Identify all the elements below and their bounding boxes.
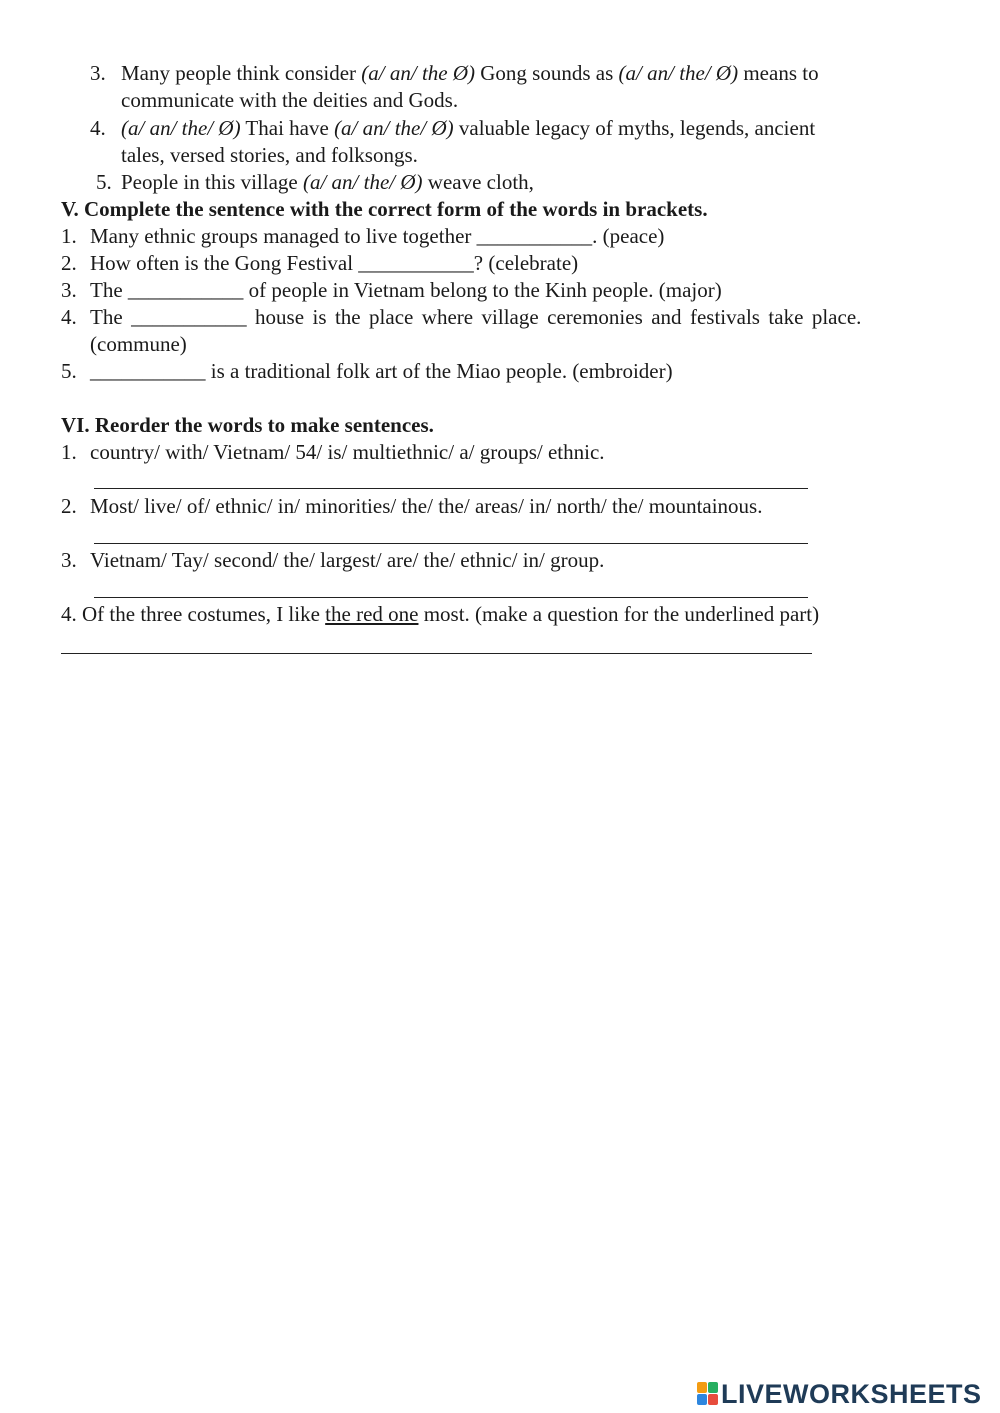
item-number: 2. (61, 251, 77, 275)
scrambled-words: Vietnam/ Tay/ second/ the/ largest/ are/ the/ ethnic/ in/ group. (90, 548, 605, 572)
article-choices: (a/ an/ the/ Ø) (302, 170, 423, 194)
item-number: 5. (96, 170, 112, 194)
liveworksheets-logo (697, 1379, 982, 1409)
question-text: ___________ is a traditional folk art of the Miao people. (embroider) (90, 359, 673, 383)
scrambled-words: country/ with/ Vietnam/ 54/ is/ multiethnic/ a/ groups/ ethnic. (90, 440, 605, 464)
section-heading: V. Complete the sentence with the correct form of the words in brackets. (61, 197, 708, 221)
logo-text: LIVEWORKSHEETS (721, 1378, 982, 1409)
question-text: (commune) (90, 332, 187, 356)
article-choices: (a/ an/ the/ Ø) (618, 61, 739, 85)
article-choices: (a/ an/ the/ Ø) (334, 116, 454, 140)
sentence-line: communicate with the deities and Gods. (121, 88, 459, 112)
question-text: 4. Of the three costumes, I like the red one most. (make a question for the underlined part) (61, 602, 820, 626)
sentence-line: Many people think consider (a/ an/ the Ø) Gong sounds as (a/ an/ the/ Ø) means to (121, 61, 819, 85)
item-number: 3. (61, 278, 77, 302)
question-text: The ___________ house is the place where village ceremonies and festivals take place. (90, 305, 862, 329)
item-number: 4. (61, 305, 77, 329)
item-number: 5. (61, 359, 77, 383)
item-number: 1. (61, 440, 77, 464)
article-choices: (a/ an/ the/ Ø) (121, 116, 241, 140)
answer-line[interactable] (94, 488, 808, 489)
scrambled-words: Most/ live/ of/ ethnic/ in/ minorities/ the/ the/ areas/ in/ north/ the/ mountainous. (90, 494, 763, 518)
item-number: 1. (61, 224, 77, 248)
question-text: The ___________ of people in Vietnam belong to the Kinh people. (major) (90, 278, 722, 302)
item-number: 2. (61, 494, 77, 518)
logo-mark-icon (697, 1382, 719, 1406)
item-number: 3. (90, 61, 106, 85)
question-text: How often is the Gong Festival ___________? (celebrate) (90, 251, 579, 275)
item-number: 4. (90, 116, 106, 140)
answer-line[interactable] (61, 653, 812, 654)
section-heading: VI. Reorder the words to make sentences. (61, 413, 434, 437)
answer-line[interactable] (94, 543, 808, 544)
sentence-line: tales, versed stories, and folksongs. (121, 143, 418, 167)
article-choices: (a/ an/ the Ø) (361, 61, 476, 85)
sentence-line: People in this village (a/ an/ the/ Ø) weave cloth, (121, 170, 534, 194)
underlined-part: the red one (325, 602, 419, 626)
answer-line[interactable] (94, 597, 808, 598)
question-text: Many ethnic groups managed to live together ___________. (peace) (90, 224, 665, 248)
item-number: 3. (61, 548, 77, 572)
sentence-line: (a/ an/ the/ Ø) Thai have (a/ an/ the/ Ø) valuable legacy of myths, legends, ancient (121, 116, 816, 140)
